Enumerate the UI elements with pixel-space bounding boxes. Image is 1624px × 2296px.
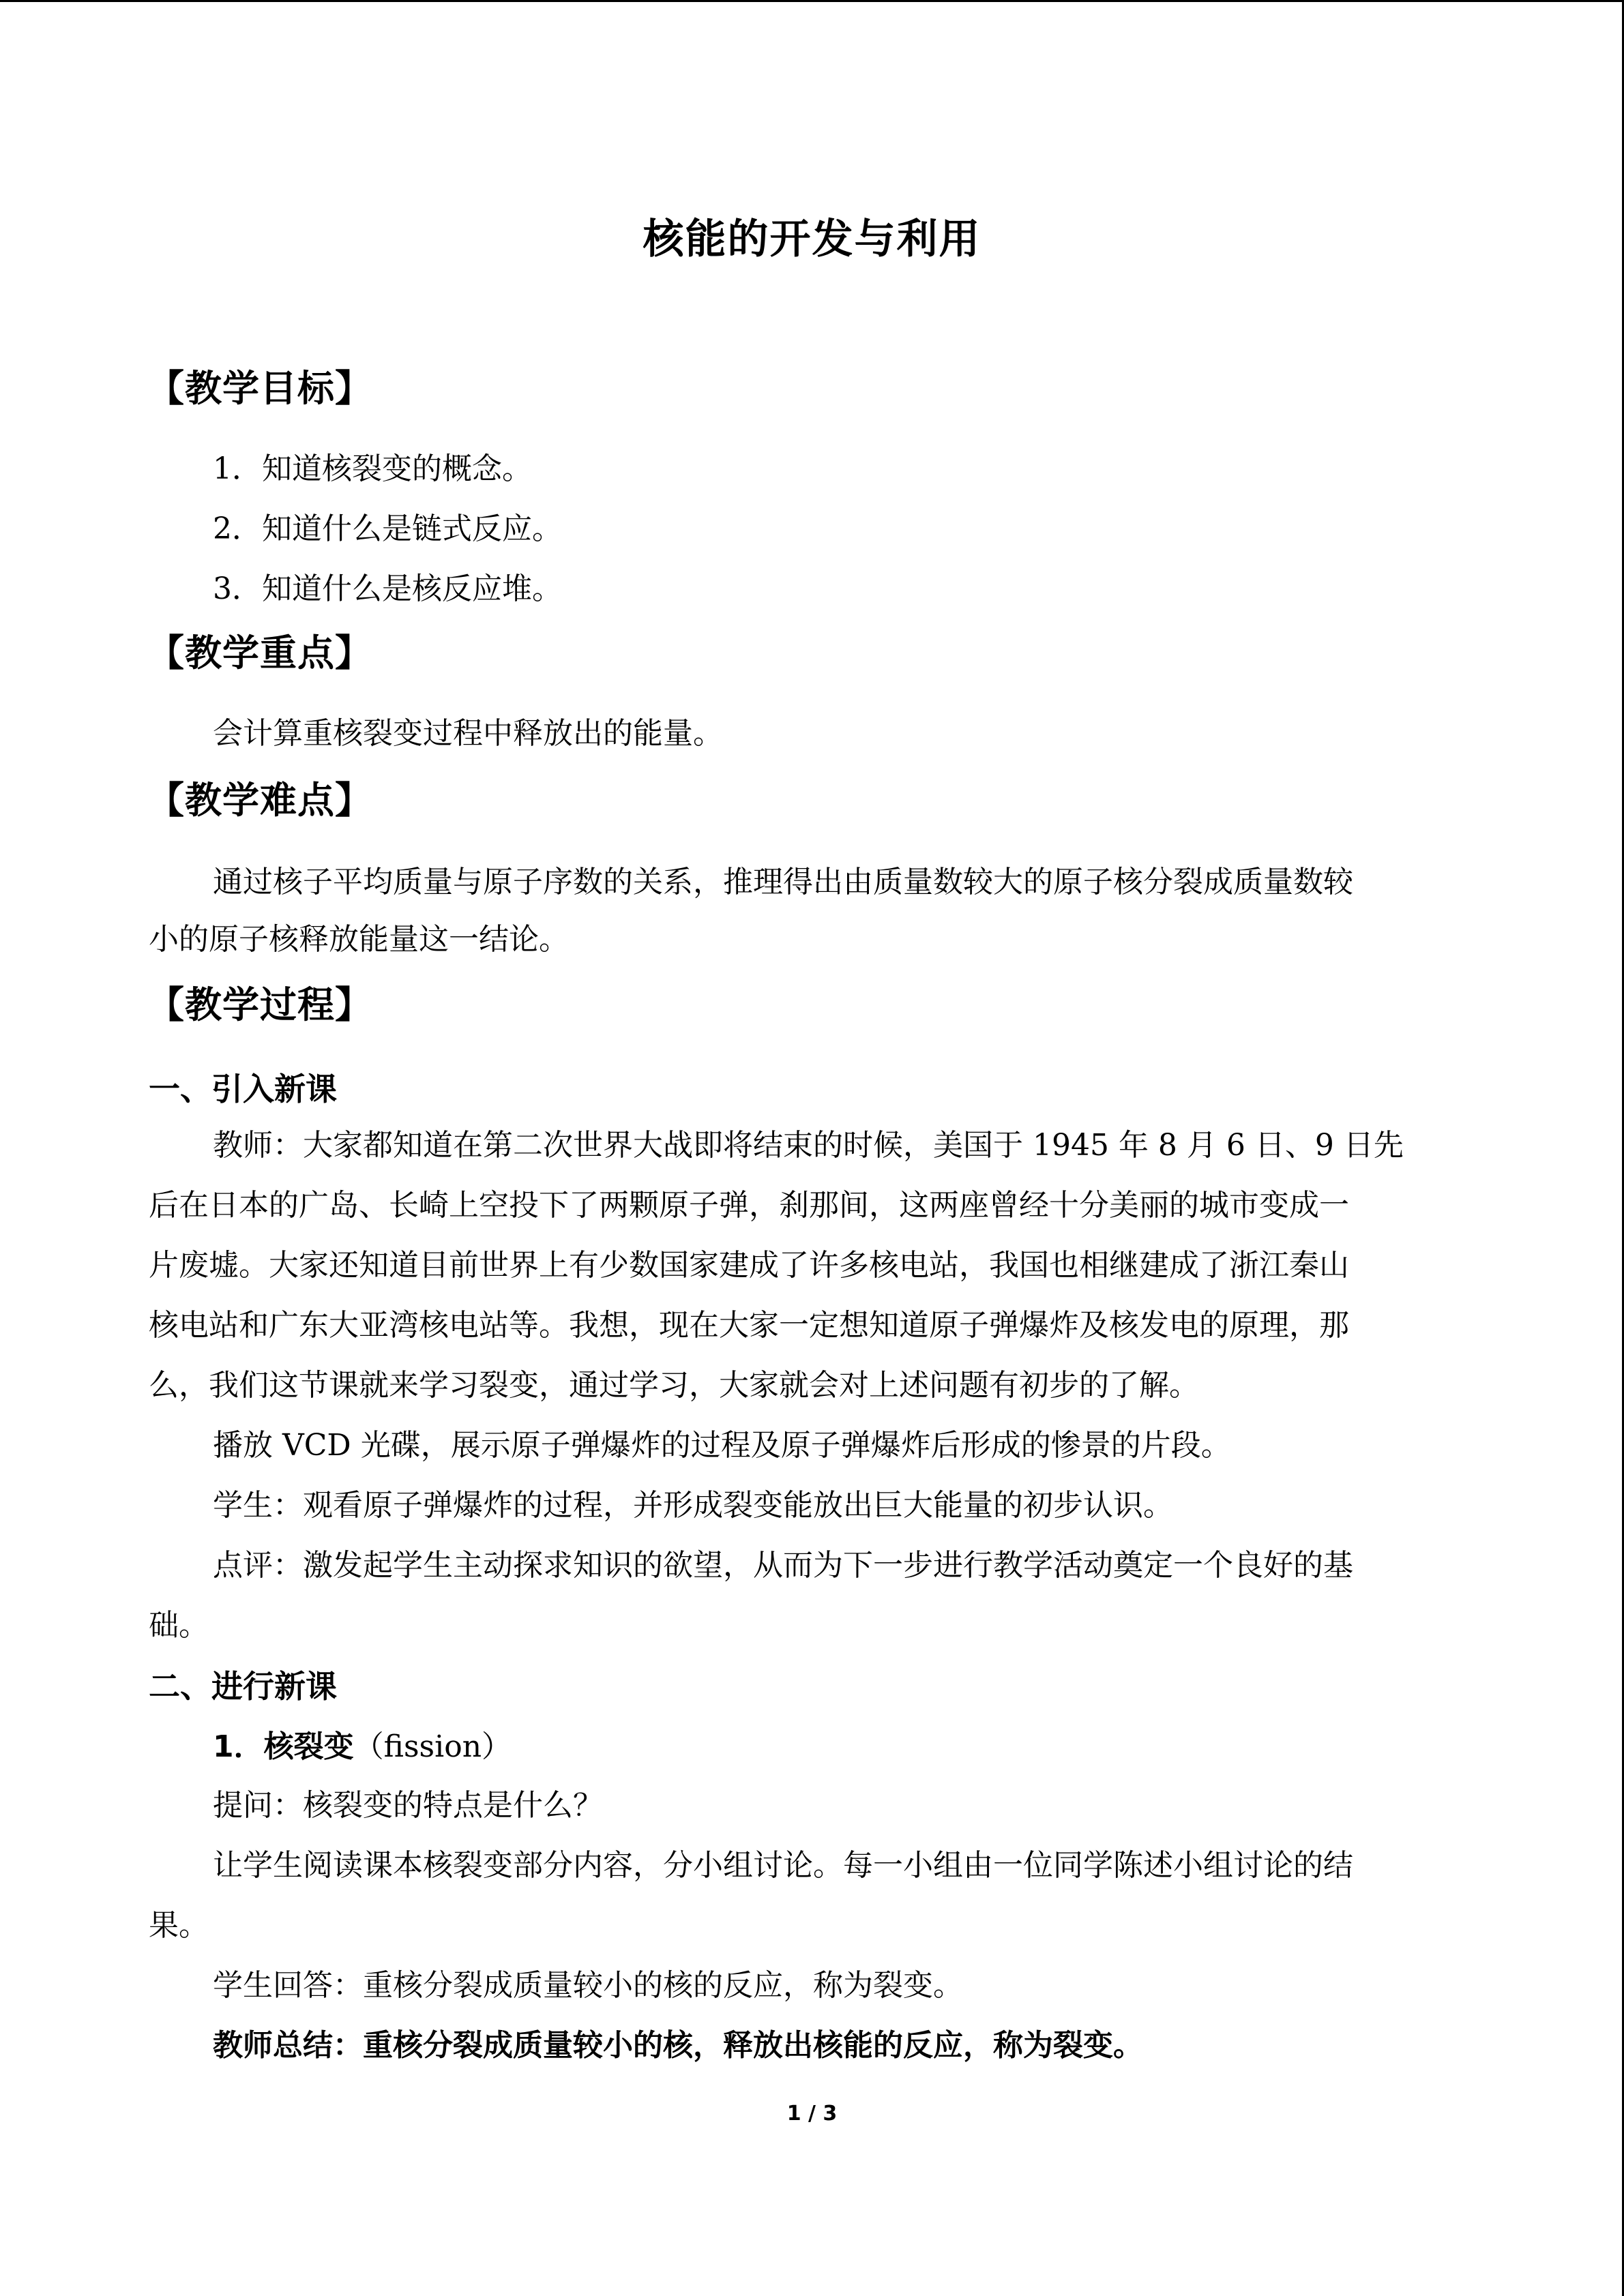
page-border-top [0,0,1624,2]
part1-p3: 学生：观看原子弹爆炸的过程，并形成裂变能放出巨大能量的初步认识。 [213,1488,1173,1523]
document-title: 核能的开发与利用 [643,215,981,263]
part1-p1-line-2: 后在日本的广岛、长崎上空投下了两颗原子弹，刹那间，这两座曾经十分美丽的城市变成一 [149,1188,1349,1223]
difficulties-line-1: 通过核子平均质量与原子序数的关系，推理得出由质量数较大的原子核分裂成质量数较 [213,865,1353,899]
difficulties-line-2: 小的原子核释放能量这一结论。 [149,922,569,957]
part2-read-line-1: 让学生阅读课本核裂变部分内容，分小组讨论。每一小组由一位同学陈述小组讨论的结 [213,1848,1353,1883]
part2-subtitle-number: 1．核裂变 [213,1729,354,1764]
part1-p1-line-1: 教师：大家都知道在第二次世界大战即将结束的时候，美国于 1945 年 8 月 6 日、9 日先 [213,1128,1404,1163]
part2-subtitle [213,1725,512,1769]
heading-objectives: 【教学目标】 [147,367,372,410]
part2-question: 提问：核裂变的特点是什么？ [213,1788,603,1823]
part2-answer: 学生回答：重核分裂成质量较小的核的反应，称为裂变。 [213,1968,963,2003]
part1-p4-line-2: 础。 [149,1608,209,1643]
part1-p1-line-5: 么，我们这节课就来学习裂变，通过学习，大家就会对上述问题有初步的了解。 [149,1368,1199,1403]
part2-title: 二、进行新课 [149,1668,337,1705]
part2-read-line-2: 果。 [149,1908,209,1943]
part1-p1-line-4: 核电站和广东大亚湾核电站等。我想，现在大家一定想知道原子弹爆炸及核发电的原理，那 [149,1308,1349,1343]
objective-item-3: 3．知道什么是核反应堆。 [213,571,562,606]
heading-process: 【教学过程】 [147,983,372,1026]
page-number: 1 / 3 [786,2102,838,2126]
objective-item-2: 2．知道什么是链式反应。 [213,511,562,546]
part1-title: 一、引入新课 [149,1071,337,1107]
heading-key-points: 【教学重点】 [147,631,372,674]
objective-item-1: 1．知道核裂变的概念。 [213,451,532,486]
part1-p2: 播放 VCD 光碟，展示原子弹爆炸的过程及原子弹爆炸后形成的惨景的片段。 [213,1428,1231,1463]
heading-difficulties: 【教学难点】 [147,779,372,822]
part1-p4-line-1: 点评：激发起学生主动探求知识的欲望，从而为下一步进行教学活动奠定一个良好的基 [213,1548,1353,1583]
part1-p1-line-3: 片废墟。大家还知道目前世界上有少数国家建成了许多核电站，我国也相继建成了浙江秦山 [149,1248,1349,1283]
key-points-text: 会计算重核裂变过程中释放出的能量。 [213,716,723,751]
part2-subtitle-english: （fission） [353,1729,512,1764]
part2-summary: 教师总结：重核分裂成质量较小的核，释放出核能的反应，称为裂变。 [213,2028,1143,2063]
